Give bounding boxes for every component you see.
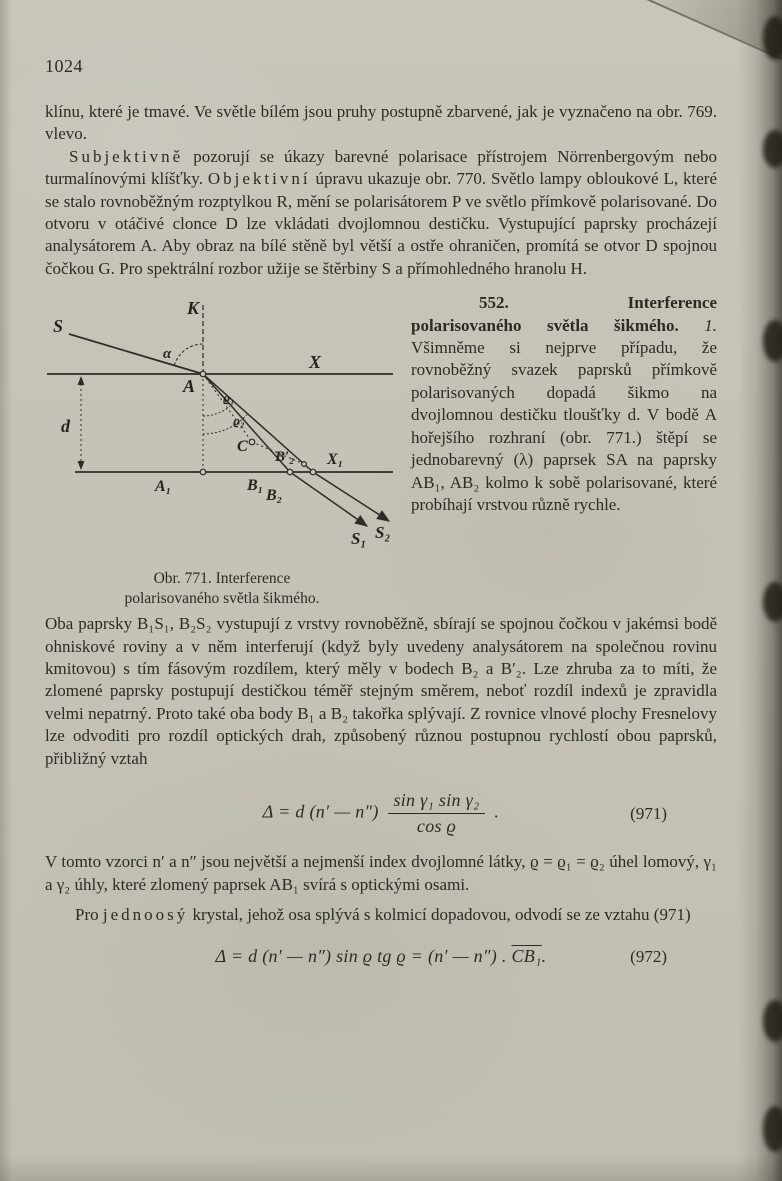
binding-mark [763, 1000, 782, 1042]
spaced-word-jednoosy: jednoosý [102, 904, 189, 924]
binding-mark [763, 582, 782, 622]
label-alpha: α [163, 346, 172, 363]
label-B1: B₁ [247, 477, 264, 495]
eq971-fraction [388, 790, 484, 837]
binding-mark [763, 1106, 782, 1152]
eq971-denominator: cos ϱ [416, 816, 457, 837]
paragraph-pro-jednoosy [45, 904, 717, 926]
eq972-body: Δ = d (n′ — n″) sin ϱ tg ϱ = (n′ — n″) . [215, 946, 512, 967]
point-A [200, 371, 206, 377]
paragraph-subjektivne-text1: pozorují se úkazy barevné polarisace přístrojem Nörrenbergovým nebo turmalínovými klíšťky. [45, 146, 717, 189]
equation-number-972: (972) [630, 946, 667, 966]
thickness-arrowhead-down [78, 461, 85, 470]
rho1-angle-arc [203, 407, 230, 417]
interference-diagram [45, 292, 397, 554]
point-C [249, 439, 255, 445]
page-number: 1024 [45, 56, 83, 76]
label-B2-prime: B′₂ [275, 449, 295, 466]
section-heading: 552. Interference polarisovaného světla šikmého. [411, 293, 717, 335]
construction-line-AC [203, 374, 252, 442]
figure-caption-line2: polarisovaného světla šikmého. [124, 590, 320, 608]
label-X1: X₁ [327, 451, 344, 469]
page-content [45, 56, 717, 981]
paragraph-pro-jednoosy-post: krystal, jehož osa splývá s kolmicí dopadovou, odvodí se ze vztahu (971) [188, 904, 691, 924]
binding-mark [763, 320, 782, 362]
equation-971 [45, 790, 717, 837]
paragraph-subjektivne-text2: úpravu ukazuje obr. 770. Světlo lampy obloukové L, které se stalo rovnoběžným rozptylkou R, mění se polarisátorem P ve světlo přímkově polarisované. Do otvoru v otáčivé clonce D lze vkládati dvojlomnou destičku. Vystupující paprsky procházejí analysátorem A. Aby obraz na bílé stěně byl větší a ostře ohraničen, promítá se otvor D spojnou čočkou G. Pro spektrální rozbor užije se štěrbiny S a přímohledného hranolu H. [45, 169, 717, 278]
point-B2 [310, 469, 316, 475]
point-B1 [287, 469, 293, 475]
eq972-tail: . [541, 946, 547, 967]
section-552-paragraph [411, 292, 717, 516]
label-rho1: ϱ₁ [223, 390, 235, 406]
eq971-lhs: Δ = d (n′ — n″) [262, 801, 379, 822]
equation-972-formula [216, 946, 547, 967]
label-S2: S₂ [375, 523, 391, 543]
figure-caption [45, 569, 399, 609]
label-S: S [53, 316, 64, 337]
spaced-word-objektivni: Objektivní [207, 169, 311, 189]
label-A: A [183, 376, 196, 397]
paragraph-subjektivne [45, 146, 717, 280]
equation-972 [45, 946, 717, 967]
bottom-edge-shadow [0, 1155, 782, 1181]
incident-ray-SA [69, 334, 203, 374]
figure-caption-line1: Obr. 771. Interference [153, 570, 291, 588]
paragraph-klinu: klínu, které je tmavé. Ve světle bílém jsou pruhy postupně zbarvené, jak je vyznačeno na obr. 769. vlevo. [45, 102, 717, 144]
label-X: X [309, 352, 322, 373]
label-d: d [61, 416, 70, 437]
paragraph-pro-jednoosy-pre: Pro [75, 904, 103, 924]
binding-mark [763, 16, 782, 60]
eq972-overline-CB1: CB₁ [511, 946, 542, 967]
figure-and-section-row [45, 292, 717, 609]
binding-mark [763, 130, 782, 168]
point-B2-prime [302, 462, 307, 467]
label-C: C [237, 438, 248, 456]
label-A1: A₁ [155, 478, 172, 496]
figure-771 [45, 292, 399, 609]
section-body: Všimněme si nejprve případu, že rovnoběžný svazek paprsků přímkově polarisovaných dopadá šikmo na dvojlomnou destičku tloušťky d. V bodě A hořejšího rozhraní (obr. 771.) štěpí se jednobarevný (λ) paprsek SA na paprsky AB₁, AB₂ kolmo k sobě polarisované, které probíhají vrstvou různě rychle. [411, 338, 717, 514]
spaced-word-subjektivne: Subjektivně [69, 146, 184, 166]
equation-971-formula [263, 790, 499, 837]
refracted-ray-AB2 [203, 374, 313, 472]
left-edge-shadow [0, 0, 12, 1181]
label-B2: B₂ [266, 487, 283, 505]
paragraph-v-tomto-vzorci: V tomto vzorci n′ a n″ jsou největší a nejmenší index dvojlomné látky, ϱ = ϱ₁ = ϱ₂ úhel lomový, γ₁ a γ₂ úhly, které zlomený paprsek AB₁ svírá s optickými osami. [45, 852, 717, 894]
thickness-arrowhead-up [78, 376, 85, 385]
paragraph-oba-paprsky: Oba paprsky B₁S₁, B₂S₂ vystupují z vrstvy rovnoběžně, sbírají se spojnou čočkou v jakémsi bodě ohniskové roviny a v něm interferují (když byly uvedeny analysátorem na společnou rovinu kmitovou) s tím fásovým rozdílem, který měly v bodech B₂ a B′₂. Lze zhruba za to míti, že zlomené paprsky postupují destičkou téměř stejným směrem, neboť rozdíl indexů je zpravidla velmi nepatrný. Proto také oba body B₁ a B₂ takořka splývají. Z rovnice vlnové plochy Fresnelovy lze odvoditi pro rozdíl optických drah, způsobený různou postupnou rychlostí obou paprsků, přibližný vztah [45, 614, 717, 768]
label-K: K [187, 298, 200, 319]
section-lead-number: 1. [704, 315, 717, 335]
label-S1: S₁ [351, 529, 367, 549]
eq971-numerator: sin γ₁ sin γ₂ [388, 790, 484, 814]
equation-number-971: (971) [630, 803, 667, 823]
alpha-angle-arc [174, 344, 203, 365]
section-column [399, 292, 717, 609]
point-A1 [200, 469, 206, 475]
eq971-tail: . [494, 801, 500, 822]
label-rho2: ϱ₂ [233, 413, 245, 429]
